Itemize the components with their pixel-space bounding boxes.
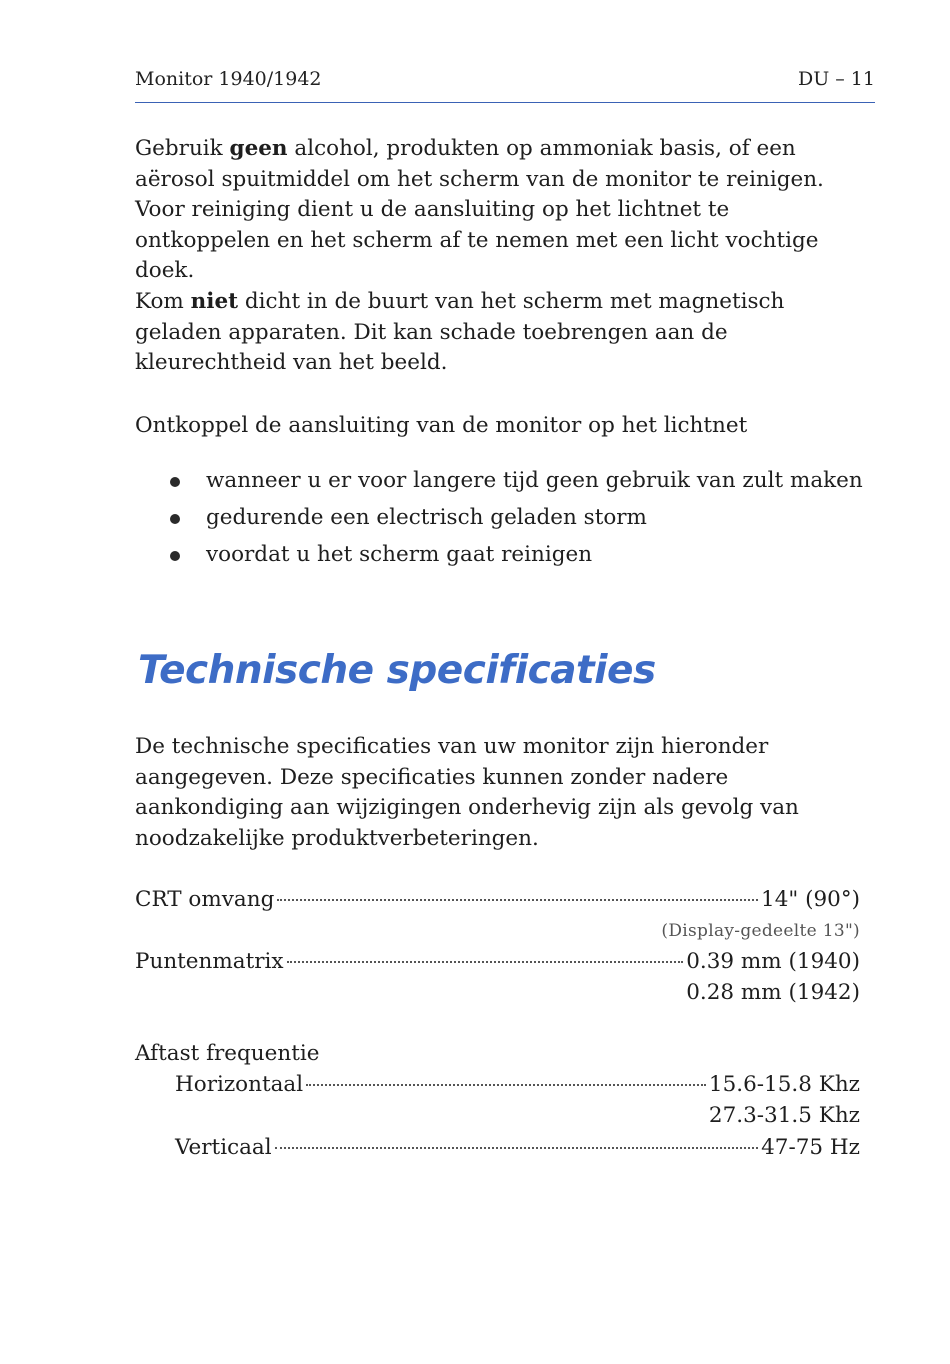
list-item-text: gedurende een electrisch geladen storm [206, 505, 647, 530]
spec-label: Puntenmatrix [135, 949, 284, 974]
spec-value: 15.6-15.8 Khz [708, 1072, 860, 1097]
disconnect-paragraph: Ontkoppel de aansluiting van de monitor op het lichtnet [135, 413, 748, 438]
spec-value-secondary: 0.28 mm (1942) [686, 980, 860, 1005]
header-divider [135, 102, 875, 103]
section-title: Technische specificaties [138, 648, 656, 693]
list-item [167, 465, 867, 502]
page-header [135, 68, 875, 94]
text-run: Kom [135, 289, 191, 314]
list-item-text: voordat u het scherm gaat reinigen [206, 542, 593, 567]
spec-value: 0.39 mm (1940) [686, 949, 860, 974]
text-run: Gebruik [135, 136, 230, 161]
spec-label: Horizontaal [175, 1072, 304, 1097]
cleaning-paragraph [135, 134, 870, 287]
list-item [167, 502, 867, 539]
spec-value: 14" (90°) [761, 887, 860, 912]
spec-value-secondary: 27.3-31.5 Khz [708, 1103, 860, 1128]
emphasis: niet [190, 289, 239, 314]
header-title: Monitor 1940/1942 [135, 68, 322, 90]
text-run: alcohol, produkten op ammoniak basis, of een aërosol spuitmiddel om het scherm van de monitor te reinigen. Voor reiniging dient u de aansluiting op het lichtnet te ontkoppelen en het scherm af te nemen met een licht vochtige doek. [135, 136, 824, 283]
spec-label: CRT omvang [135, 887, 275, 912]
bullet-list [167, 465, 867, 576]
magnetic-paragraph [135, 287, 870, 379]
list-item [167, 539, 867, 576]
emphasis: geen [229, 136, 288, 161]
page-number: DU – 11 [797, 68, 875, 90]
spec-dot-pitch [135, 947, 860, 1009]
leader-dots [287, 961, 684, 963]
spec-vertical [175, 1133, 860, 1164]
specs-intro: De technische specificaties van uw monitor zijn hieronder aangegeven. Deze specificaties kunnen zonder nadere aankondiging aan wijzigingen onderhevig zijn als gevolg van noodzakelijke produktverbeteringen. [135, 734, 799, 851]
leader-dots [275, 1147, 758, 1149]
bullet-icon [170, 477, 180, 487]
bullet-icon [170, 551, 180, 561]
leader-dots [277, 899, 758, 901]
spec-label: Verticaal [175, 1135, 272, 1160]
text-run: dicht in de buurt van het scherm met magnetisch geladen apparaten. Dit kan schade toebrengen aan de kleurechtheid van het beeld. [135, 289, 785, 375]
spec-group-label: Aftast frequentie [135, 1041, 320, 1066]
bullet-icon [170, 514, 180, 524]
list-item-text: wanneer u er voor langere tijd geen gebruik van zult maken [206, 468, 863, 493]
spec-value: 47-75 Hz [761, 1135, 860, 1160]
spec-note: (Display-gedeelte 13") [661, 921, 860, 941]
leader-dots [306, 1084, 706, 1086]
spec-crt-size [135, 885, 860, 947]
spec-horizontal [175, 1070, 860, 1132]
